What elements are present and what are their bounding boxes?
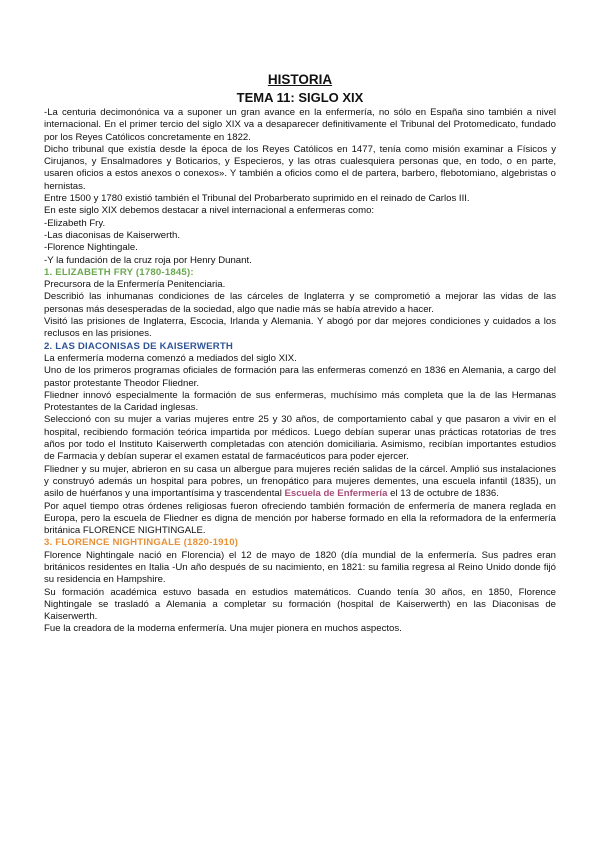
section1-paragraph-2: Describió las inhumanas condiciones de las cárceles de Inglaterra y se comprometió a mejorar las vidas de las personas más desesperadas de la sociedad, algo que nadie más se había atrevido a hacer. [44,291,556,315]
section1-paragraph-3: Visitó las prisiones de Inglaterra, Escocia, Irlanda y Alemania. Y abogó por dar mejores condiciones y cuidados a los reclusos en las prisiones. [44,316,556,340]
intro-paragraph-1: -La centuria decimonónica va a suponer un gran avance en la enfermería, no sólo en España sino también a nivel internacional. En el primer tercio del siglo XIX va a desaparecer definitivamente el Tribunal del Protomedicato, fundado por los Reyes Católicos concretamente en 1822. [44,107,556,143]
section2-paragraph-3: Fliedner innovó especialmente la formación de sus enfermeras, muchísimo más completa que la de las Hermanas Protestantes de la Caridad inglesas. [44,389,556,414]
list-item: -Las diaconisas de Kaiserwerth. [44,229,180,241]
paragraph-text: Fliedner y su mujer, abrieron en su casa un albergue para mujeres recién salidas de la cárcel. Amplió sus instalaciones y construyó además un hospital para pobres, un frenopático para mujeres dementes, una escuela infantil (1835), un asilo de huérfanos y una importantísima y trascendental [44,463,556,500]
intro-paragraph-2: Dicho tribunal que existía desde la época de los Reyes Católicos en 1477, tenía como misión examinar a Físicos y Cirujanos, y Ensalmadores y Boticarios, y Especieros, y las otras cualesquiera personas que, en todo, o en parte, usaren oficios a estos anexos o conexos». Y también a oficios como el de partera, barbero, flebotomiano, algebristas o hernistas. [44,143,556,192]
section2-paragraph-2: Uno de los primeros programas oficiales de formación para las enfermeras comenzó en 1836 en Alemania, a cargo del pastor protestante Theodor Fliedner. [44,365,556,389]
intro-paragraph-4: En este siglo XIX debemos destacar a nivel internacional a enfermeras como: [44,205,375,217]
section3-paragraph-2: Su formación académica estuvo basada en estudios matemáticos. Cuando tenía 30 años, en 1850, Florence Nightingale se trasladó a Alemania a completar su formación (hospital de Kaiserwerth) en las Diaconisas de Kaiserwerth. [44,586,556,623]
section2-paragraph-5 [44,464,556,501]
intro-paragraph-3: Entre 1500 y 1780 existió también el Tribunal del Probarberato suprimido en el reinado de Carlos III. [44,193,470,205]
document-title: HISTORIA [267,72,333,87]
section1-paragraph-1: Precursora de la Enfermería Penitenciaria. [44,279,226,291]
section3-paragraph-1: Florence Nightingale nació en Florencia) el 12 de mayo de 1820 (día mundial de la enfermería. Sus padres eran británicos residentes en Italia -Un año después de su nacimiento, en 1821: su familia regresa al Reino Unido donde fijó su residencia en Hampshire. [44,549,556,586]
section-heading-elizabeth-fry: 1. ELIZABETH FRY (1780-1845): [44,266,194,278]
list-item: -Elizabeth Fry. [44,217,106,229]
section2-paragraph-4: Seleccionó con su mujer a varias mujeres entre 25 y 30 años, de comportamiento cabal y que pasaron a vivir en el hospital, recibiendo formación teórica impartida por médicos. Luego debían superar unas prácticas rotatorias de tres años por todo el Instituto Kaiserwerth completadas con atención domiciliaria. Asimismo, recibían importantes estudios de Farmacia y debían superar el examen estatal de farmacéuticos para poder ejercer. [44,414,556,463]
topic-title: TEMA 11: SIGLO XIX [236,90,364,105]
section-heading-florence-nightingale: 3. FLORENCE NIGHTINGALE (1820-1910) [44,537,239,549]
section2-paragraph-1: La enfermería moderna comenzó a mediados del siglo XIX. [44,352,297,364]
paragraph-text: el 13 de octubre de 1836. [387,488,499,500]
highlight-escuela-enfermeria: Escuela de Enfermería [284,488,388,500]
section3-paragraph-3: Fue la creadora de la moderna enfermería. Una mujer pionera en muchos aspectos. [44,623,402,635]
section2-paragraph-6: Por aquel tiempo otras órdenes religiosas fueron ofreciendo también formación de enfermería de manera reglada en Europa, pero la escuela de Fliedner es digna de mención por haberse formado en ella la reformadora de la enfermería británica FLORENCE NIGHTINGALE. [44,500,556,537]
section-heading-diaconisas: 2. LAS DIACONISAS DE KAISERWERTH [44,340,234,352]
list-item: -Y la fundación de la cruz roja por Henry Dunant. [44,254,252,266]
list-item: -Florence Nightingale. [44,242,138,254]
